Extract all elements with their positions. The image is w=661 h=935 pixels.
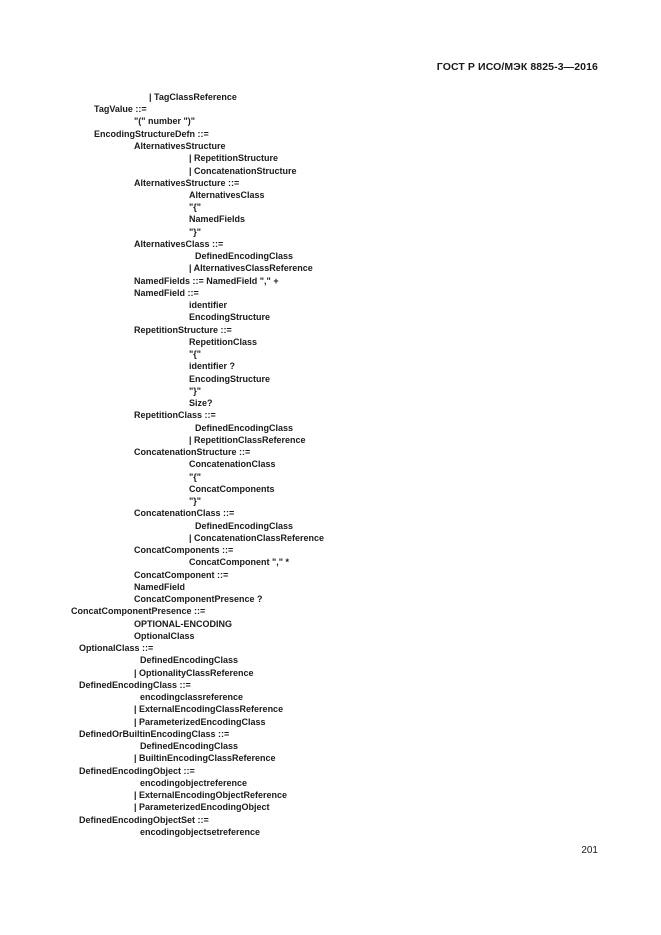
grammar-line: "(" number ")"	[134, 116, 196, 126]
grammar-line: identifier	[189, 300, 228, 310]
grammar-line: ConcatComponent "," *	[189, 557, 290, 567]
grammar-line: OptionalClass	[134, 631, 195, 641]
grammar-line: ConcatComponent ::=	[134, 570, 229, 580]
grammar-line: DefinedEncodingClass	[195, 251, 294, 261]
grammar-line: DefinedEncodingClass	[140, 655, 239, 665]
grammar-line: RepetitionClass	[189, 337, 258, 347]
grammar-line: DefinedEncodingClass	[195, 423, 294, 433]
grammar-line: OptionalClass ::=	[79, 643, 154, 653]
grammar-line: | ParameterizedEncodingClass	[134, 717, 266, 727]
grammar-line: DefinedEncodingClass ::=	[79, 680, 191, 690]
grammar-line: ConcatenationStructure ::=	[134, 447, 251, 457]
grammar-line: DefinedEncodingClass	[140, 741, 239, 751]
grammar-line: ConcatComponentPresence ?	[134, 594, 263, 604]
grammar-line: ConcatComponentPresence ::=	[71, 606, 206, 616]
grammar-line: DefinedEncodingObject ::=	[79, 766, 195, 776]
grammar-line: "}"	[189, 227, 202, 237]
grammar-line: DefinedOrBuiltinEncodingClass ::=	[79, 729, 230, 739]
grammar-line: ConcatComponents	[189, 484, 275, 494]
grammar-line: encodingclassreference	[140, 692, 244, 702]
grammar-line: NamedField	[134, 582, 186, 592]
grammar-line: | BuiltinEncodingClassReference	[134, 753, 276, 763]
grammar-line: RepetitionStructure ::=	[134, 325, 232, 335]
grammar-line: identifier ?	[189, 361, 236, 371]
grammar-line: EncodingStructure	[189, 374, 271, 384]
grammar-line: | ExternalEncodingObjectReference	[134, 790, 288, 800]
page-number: 201	[581, 845, 598, 856]
grammar-line: | ConcatenationClassReference	[189, 533, 325, 543]
grammar-line: "}"	[189, 386, 202, 396]
grammar-line: Size?	[189, 398, 213, 408]
grammar-line: encodingobjectreference	[140, 778, 248, 788]
grammar-line: NamedFields ::= NamedField "," +	[134, 276, 279, 286]
grammar-line: EncodingStructure	[189, 312, 271, 322]
grammar-line: TagValue ::=	[94, 104, 147, 114]
grammar-line: | ExternalEncodingClassReference	[134, 704, 284, 714]
grammar-line: NamedFields	[189, 214, 246, 224]
grammar-line: | TagClassReference	[149, 92, 237, 102]
grammar-line: NamedField ::=	[134, 288, 199, 298]
grammar-line: OPTIONAL-ENCODING	[134, 619, 232, 629]
grammar-line: DefinedEncodingObjectSet ::=	[79, 815, 209, 825]
grammar-line: "}"	[189, 496, 202, 506]
grammar-line: AlternativesStructure	[134, 141, 226, 151]
grammar-line: AlternativesStructure ::=	[134, 178, 240, 188]
grammar-line: DefinedEncodingClass	[195, 521, 294, 531]
grammar-line: "{"	[189, 472, 202, 482]
document-header: ГОСТ Р ИСО/МЭК 8825-3—2016	[436, 61, 598, 73]
grammar-line: "{"	[189, 202, 202, 212]
grammar-line: | RepetitionClassReference	[189, 435, 306, 445]
grammar-line: ConcatenationClass ::=	[134, 508, 235, 518]
grammar-line: | AlternativesClassReference	[189, 263, 313, 273]
grammar-line: AlternativesClass ::=	[134, 239, 224, 249]
grammar-line: AlternativesClass	[189, 190, 265, 200]
grammar-line: | OptionalityClassReference	[134, 668, 254, 678]
grammar-line: ConcatenationClass	[189, 459, 276, 469]
grammar-line: | ParameterizedEncodingObject	[134, 802, 270, 812]
grammar-line: EncodingStructureDefn ::=	[94, 129, 209, 139]
grammar-line: | ConcatenationStructure	[189, 166, 297, 176]
grammar-line: "{"	[189, 349, 202, 359]
grammar-line: encodingobjectsetreference	[140, 827, 261, 837]
grammar-line: | RepetitionStructure	[189, 153, 279, 163]
grammar-line: ConcatComponents ::=	[134, 545, 234, 555]
grammar-line: RepetitionClass ::=	[134, 410, 216, 420]
